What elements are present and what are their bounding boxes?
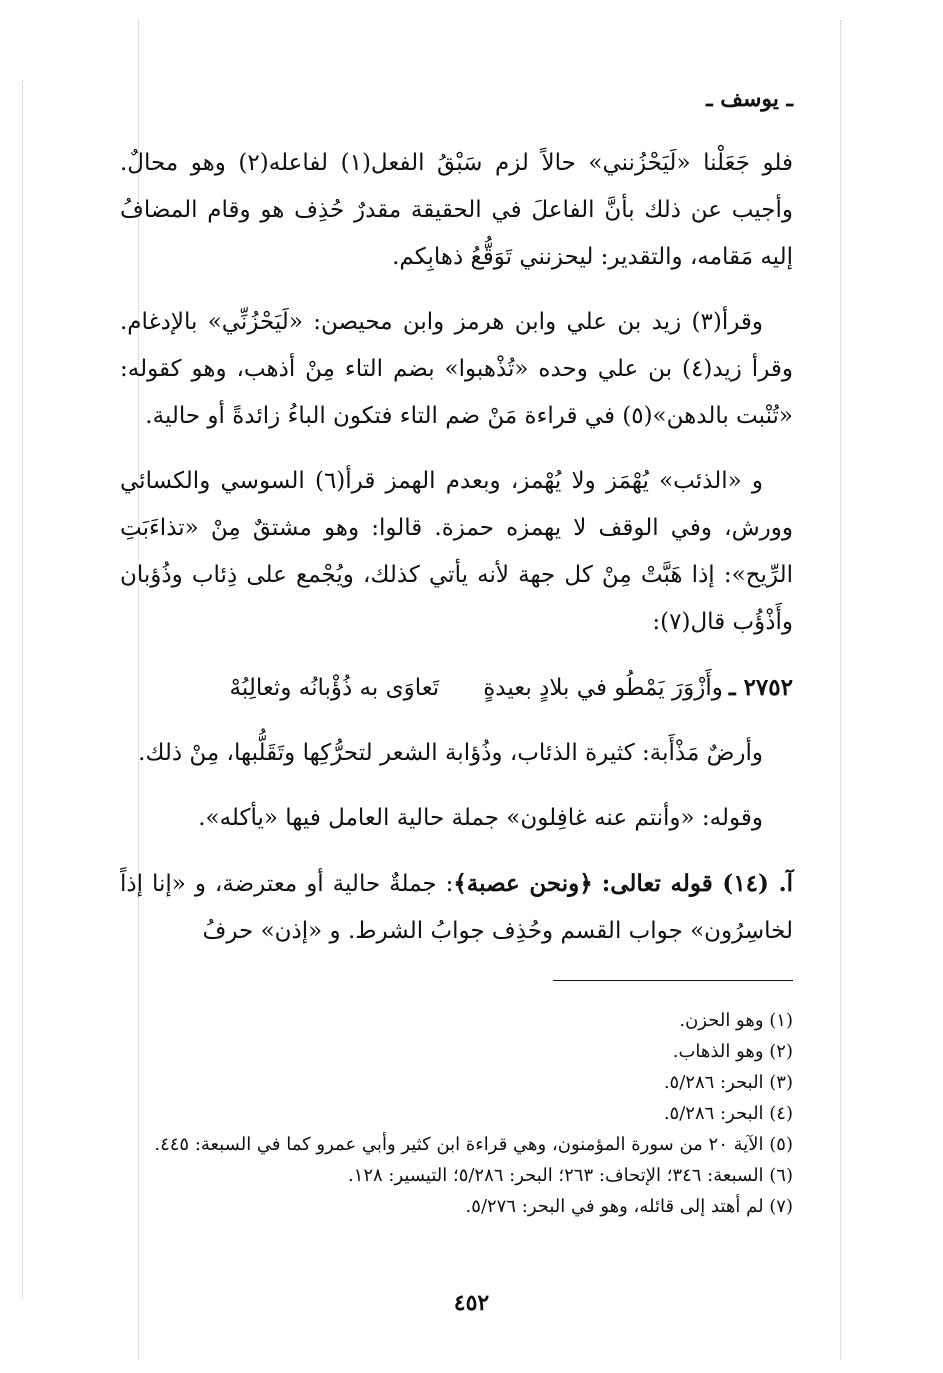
running-title: ـ يوسف ـ <box>706 86 793 112</box>
footnote-divider <box>553 980 793 981</box>
ayah-quote: ﴿ونحن عصبة﴾ <box>453 870 593 897</box>
footnotes <box>120 1005 793 1222</box>
paragraph: و «الذئب» يُهْمَز ولا يُهْمز، وبعدم الهمز قرأ(٦) السوسي والكسائي وورش، وفي الوقف لا يهمزه حمزة. قالوا: وهو مشتقٌ مِنْ «تذاءَبَتِ الرِّيح»: إذا هَبَّتْ مِنْ كل جهة لأنه يأتي كذلك، ويُجْمع على ذِئاب وذُؤبان وأَذْؤُب قال(٧): <box>120 468 793 635</box>
footnote: (٥) الآية ٢٠ من سورة المؤمنون، وهي قراءة ابن كثير وأبي عمرو كما في السبعة: ٤٤٥. <box>154 1134 793 1155</box>
verse-hemistich-first: وأَزْوَرَ يَمْطُو في بلادٍ بعيدةٍ <box>483 675 723 701</box>
ayah-label: آ. (١٤) قوله تعالى: <box>601 870 793 897</box>
paragraph: وقوله: «وأنتم عنه غافِلون» جملة حالية العامل فيها «يأكله». <box>198 805 763 831</box>
footnote: (٣) البحر: ٥/٢٨٦. <box>663 1072 793 1093</box>
footnote: (١) وهو الحزن. <box>679 1010 793 1031</box>
paragraph: وقرأ(٣) زيد بن علي وابن هرمز وابن محيصن: «لَيَحْزُنِّي» بالإدغام. وقرأ زيد(٤) بن علي وحده «تُذْهبوا» بضم التاء مِنْ أذهب، وهو كقوله: «تُنْبت بالدهن»(٥) في قراءة مَنْ ضم التاء فتكون الباءُ زائدةً أو حالية. <box>120 309 793 429</box>
poetry-verse <box>120 664 793 712</box>
footnote: (٧) لم أهتد إلى قائله، وهو في البحر: ٥/٢٧٦. <box>465 1196 793 1217</box>
paragraph: وأرضٌ مَذْأَبة: كثيرة الذئاب، وذُؤابة الشعر لتحرُّكِها وتَقَلُّبها، مِنْ ذلك. <box>138 740 763 766</box>
scan-margin-line <box>22 80 24 1300</box>
footnote: (٦) السبعة: ٣٤٦؛ الإتحاف: ٢٦٣؛ البحر: ٥/٢٨٦؛ التيسير: ١٢٨. <box>347 1165 793 1186</box>
footnote: (٢) وهو الذهاب. <box>672 1041 793 1062</box>
footnote: (٤) البحر: ٥/٢٨٦. <box>663 1103 793 1124</box>
main-text <box>120 140 793 973</box>
paragraph: فلو جَعَلْنا «لَيَحْزُنني» حالاً لزم سَبْقُ الفعل(١) لفاعله(٢) وهو محالٌ. وأجيب عن ذلك بأنَّ الفاعلَ في الحقيقة مقدرٌ حُذِف هو وقام المضافُ إليه مَقامه، والتقدير: ليحزنني تَوَقُّعُ ذهابِكم. <box>120 150 793 270</box>
page-number: ٤٥٢ <box>453 1290 490 1316</box>
verse-number: ٢٧٥٢ ـ <box>728 674 793 701</box>
scan-margin-line <box>840 20 842 1360</box>
ayah-commentary <box>120 860 793 955</box>
ayah-explanation: : جملةٌ حالية أو معترضة، و «إنا إذاً لخاسِرُون» جواب القسم وحُذِف جوابُ الشرط. و «إذن» حرفُ <box>120 871 793 944</box>
verse-hemistich-second: تَعاوَى به ذُؤْبانُه وثعالِبُهْ <box>229 675 440 701</box>
